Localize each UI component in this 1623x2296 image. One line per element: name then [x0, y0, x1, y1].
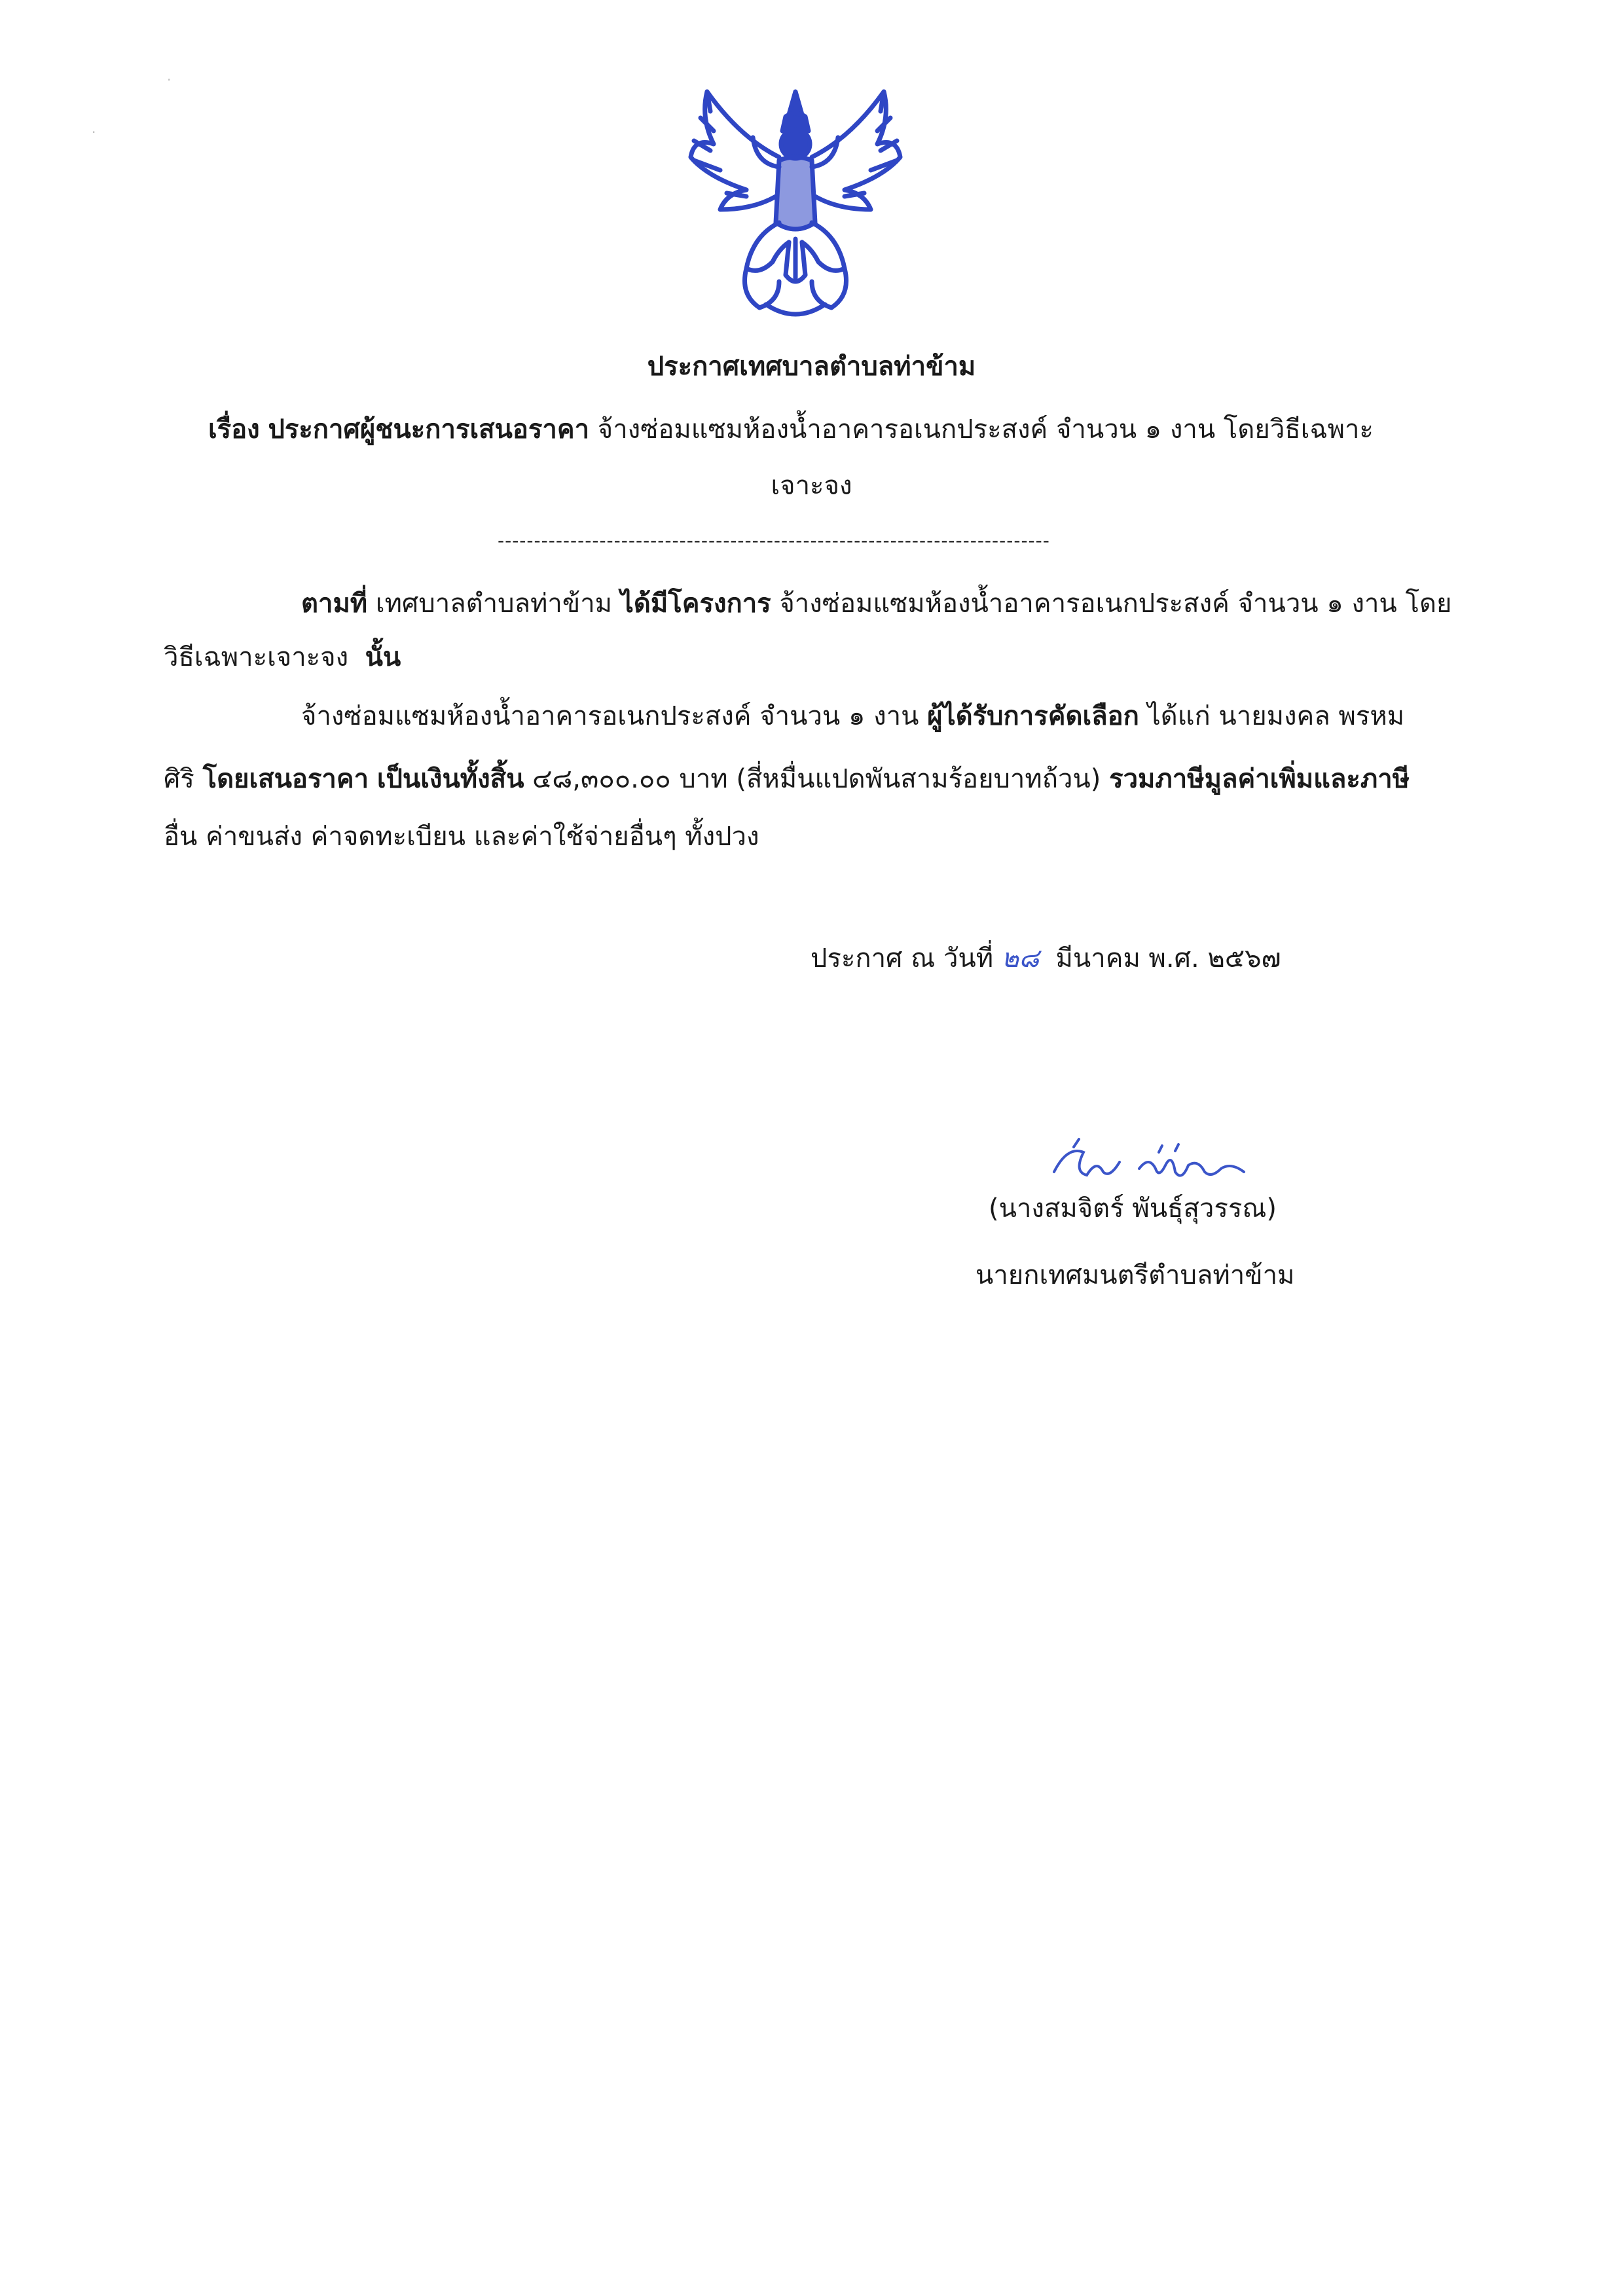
- p1-org: เทศบาลตำบลท่าข้าม: [375, 589, 613, 619]
- p2-total: เป็นเงินทั้งสิ้น: [376, 764, 524, 794]
- p2-name-cont: ศิริ: [164, 764, 194, 794]
- subject-label: เรื่อง: [208, 414, 260, 445]
- p1-end: นั้น: [365, 642, 401, 672]
- p2-project: จ้างซ่อมแซมห้องน้ำอาคารอเนกประสงค์ จำนวน ๑ งาน: [301, 701, 919, 731]
- document-header: ประกาศเทศบาลตำบลท่าข้าม: [647, 352, 976, 382]
- paragraph-2-line-2: [164, 766, 1410, 792]
- subject-line: [208, 416, 1374, 443]
- announcement-date: [811, 945, 1281, 972]
- p2-got: ได้แก่: [1147, 701, 1211, 731]
- date-month-year: มีนาคม พ.ศ. ๒๕๖๗: [1055, 943, 1281, 974]
- paragraph-1-line-1: [301, 591, 1451, 617]
- subject-continuation: เจาะจง: [771, 471, 852, 501]
- p1-label: ตามที่: [301, 589, 368, 619]
- p1-has: ได้มีโครงการ: [620, 589, 771, 619]
- divider-line: ----------------------------------------------------------------------------: [498, 530, 1050, 551]
- date-label: ประกาศ ณ วันที่: [811, 943, 994, 974]
- p2-selected: ผู้ได้รับการคัดเลือก: [927, 701, 1139, 731]
- garuda-emblem-icon: [681, 79, 910, 327]
- p2-name: นายมงคล พรหม: [1218, 701, 1405, 731]
- p2-tax: รวมภาษีมูลค่าเพิ่มและภาษี: [1109, 764, 1410, 794]
- paragraph-1-line-2: [164, 644, 401, 670]
- paragraph-2-line-3: อื่น ค่าขนส่ง ค่าจดทะเบียน และค่าใช้จ่ายอื่นๆ ทั้งปวง: [164, 822, 759, 852]
- date-day-handwritten: ๒๘: [1001, 943, 1040, 974]
- signatory-position: นายกเทศมนตรีตำบลท่าข้าม: [976, 1260, 1295, 1290]
- p2-offer: โดยเสนอราคา: [202, 764, 369, 794]
- p2-amount: ๔๘,๓๐๐.๐๐ บาท (สี่หมื่นแปดพันสามร้อยบาทถ้วน): [532, 764, 1101, 794]
- p1-project: จ้างซ่อมแซมห้องน้ำอาคารอเนกประสงค์ จำนวน ๑ งาน โดย: [779, 589, 1452, 619]
- paragraph-2-line-1: [301, 703, 1404, 729]
- scan-speck: ·: [92, 124, 96, 140]
- handwritten-signature: [1048, 1133, 1257, 1198]
- subject-title: ประกาศผู้ชนะการเสนอราคา: [268, 414, 590, 445]
- signatory-name: (นางสมจิตร์ พันธุ์สุวรรณ): [989, 1194, 1277, 1224]
- subject-text: จ้างซ่อมแซมห้องน้ำอาคารอเนกประสงค์ จำนวน ๑ งาน โดยวิธีเฉพาะ: [597, 414, 1374, 445]
- scan-speck: ·: [167, 72, 172, 88]
- p1-continuation: วิธีเฉพาะเจาะจง: [164, 642, 349, 672]
